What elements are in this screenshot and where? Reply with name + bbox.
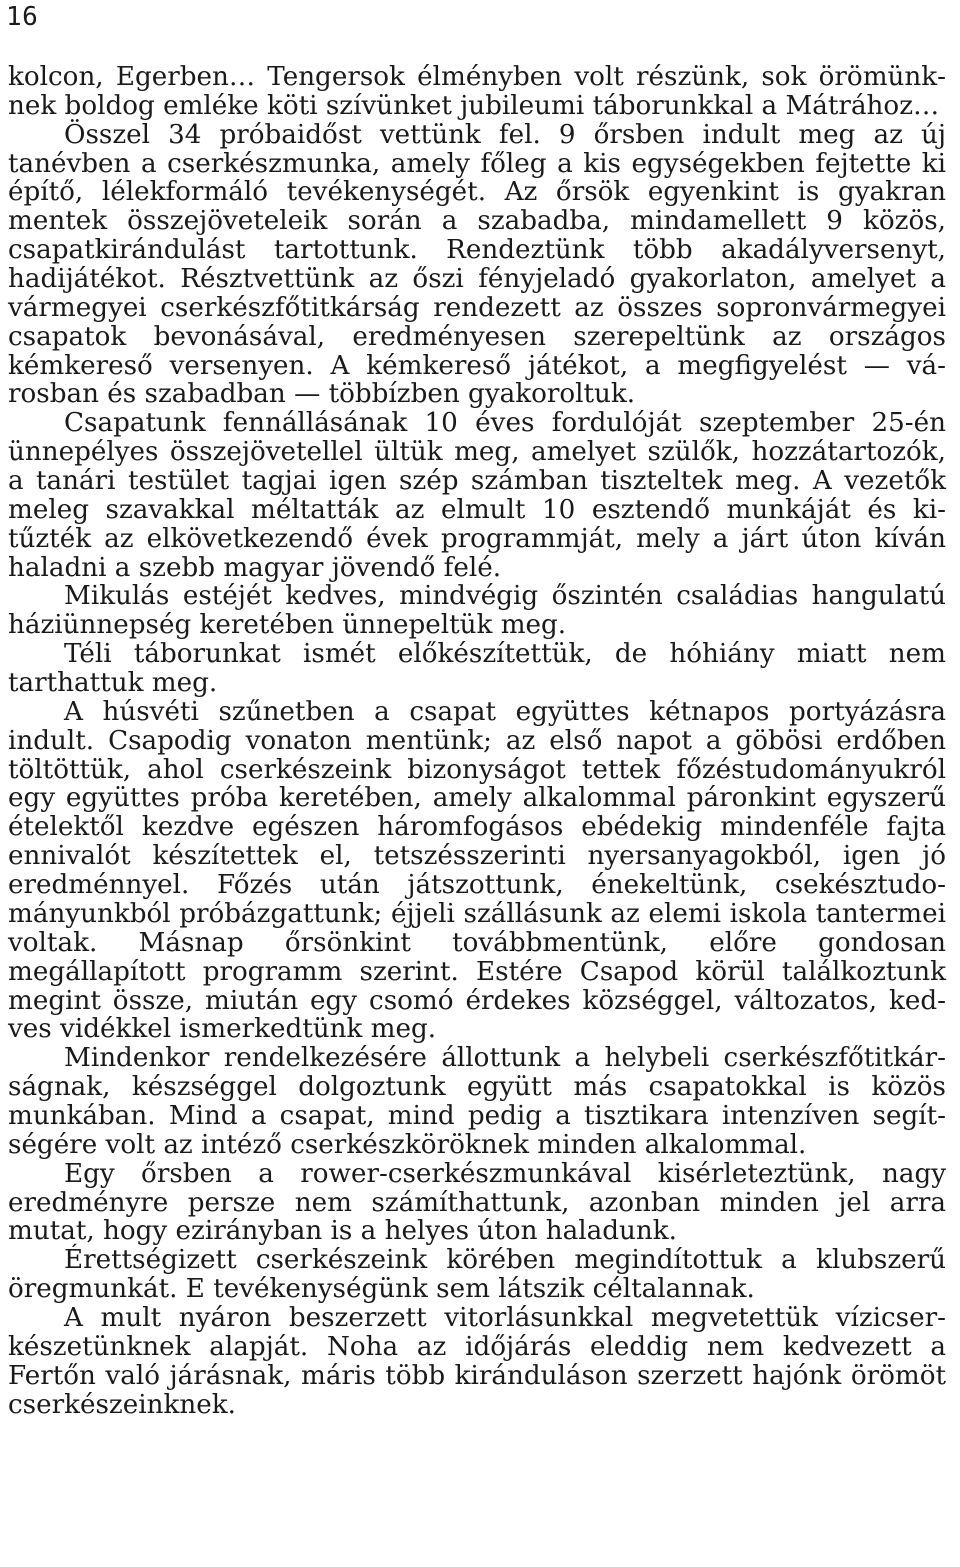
paragraph-alumni: Érettségizett cserkészeink körében megindítottuk a klubszerű öregmunkát. E tevékenységünk sem látszik céltalannak. bbox=[8, 1245, 946, 1305]
paragraph-anniversary: Csapatunk fennállásának 10 éves fordulóját szeptember 25-én ünnepélyes összejövetellel ültük meg, amelyet szülők, hozzátartozók, a tanári testület tagjai igen szép számban tiszteltek meg. A vezetők meleg szavakkal méltatták az elmult 10 esztendő munkáját és kitűzték az elkövetkezendő évek programmját, mely a járt úton kíván haladni a szebb magyar jövendő felé. bbox=[8, 408, 946, 583]
paragraph-rover: Egy őrsben a rower-cserkészmunkával kisérleteztünk, nagy eredményre persze nem számíthattunk, azonban minden jel arra mutat, hogy ezirányban is a helyes úton haladunk. bbox=[8, 1158, 946, 1247]
paragraph-winter-camp: Téli táborunkat ismét előkészítettük, de hóhiány miatt nem tarthattuk meg. bbox=[8, 639, 946, 699]
paragraph-easter-trip: A húsvéti szűnetben a csapat együttes kétnapos portyázásra indult. Csapodig vonaton mentünk; az első napot a göbösi erdőben töltöttük, ahol cserkészeink bizonyságot tettek főzéstudományukról egy együttes próba keretében, amely alkalommal páronkint egyszerű ételektől kezdve egészen háromfogásos ebédekig mindenféle fajta ennivalót készítettek el, tetszésszerinti nyersanyagokból, igen jó eredménnyel. Főzés után játszottunk, énekeltünk, csekésztudományunkból próbázgattunk; éjjeli szállásunk az elemi iskola tantermei voltak. Másnap őrsönkint továbbmentünk, előre gondosan megállapított programm szerint. Estére Csapod körül találkoztunk megint össze, miután egy csomó érdekes községgel, változatos, kedves vidékkel ismerkedtünk meg. bbox=[8, 696, 946, 1045]
paragraph-mikulas: Mikulás estéjét kedves, mindvégig őszintén családias hangulatú háziünnepség keretében ünnepeltük meg. bbox=[8, 581, 946, 641]
paragraph-continuation: kolcon, Egerben… Tengersok élményben volt részünk, sok örömünknek boldog emléke köti szívünket jubileumi táborunkkal a Mátrához… bbox=[8, 62, 946, 121]
paragraph-sailing: A mult nyáron beszerzett vitorlásunkkal megvetettük vízicserkészetünknek alapját. Noha az időjárás eleddig nem kedvezett a Fertőn való járásnak, máris több kiránduláson szerzett hajónk örömöt cserkészeinknek. bbox=[8, 1302, 946, 1420]
page-number: 16 bbox=[6, 2, 39, 32]
paragraph-cooperation: Mindenkor rendelkezésére állottunk a helybeli cserkészfőtitkárságnak, készséggel dolgoztunk együtt más csapatokkal is közös munkában. Mind a csapat, mind pedig a tisztikara intenzíven segítségére volt az intéző cserkészköröknek minden alkalommal. bbox=[8, 1043, 946, 1160]
paragraph-autumn-activities: Összel 34 próbaidőst vettünk fel. 9 őrsben indult meg az új tanévben a cserkészmunka, amely főleg a kis egységekben fejtette ki építő, lélekformáló tevékenységét. Az őrsök egyenkint is gyakran mentek összejöveteleik során a szabadba, mindamellett 9 közös, csapatkirándulást tartottunk. Rendeztünk több akadályversenyt, hadijátékot. Résztvettünk az őszi fényjeladó gyakorlaton, amelyet a vármegyei cserkészfőtitkárság rendezett az összes sopronvármegyei csapatok bevonásával, eredményesen szerepeltünk az országos kémkereső versenyen. A kémkereső játékot, a megfigyelést — városban és szabadban — többízben gyakoroltuk. bbox=[8, 119, 946, 410]
text-body bbox=[8, 63, 946, 1419]
